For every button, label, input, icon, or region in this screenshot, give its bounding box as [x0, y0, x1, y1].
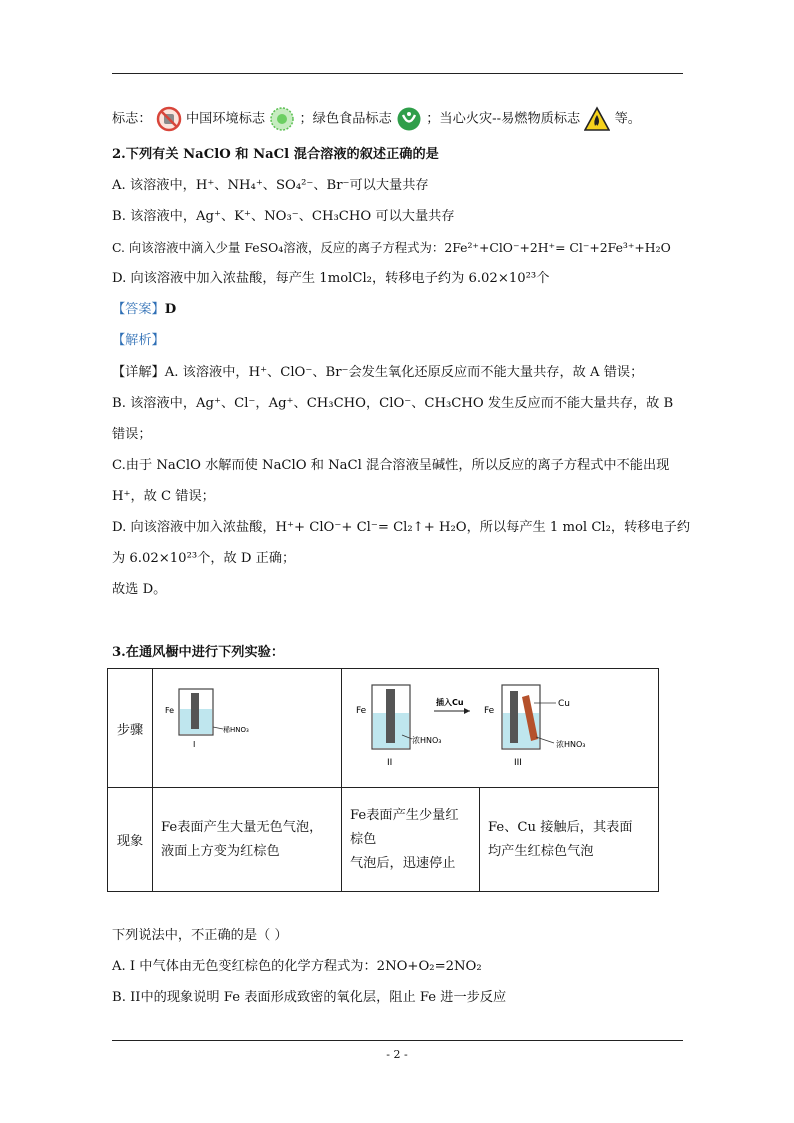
obs2-line-a: Fe表面产生少量红: [350, 807, 459, 823]
q2-detail-4b: 为 6.02×10²³个，故 D 正确；: [112, 551, 296, 566]
q3-option-b: B. II中的现象说明 Fe 表面形成致密的氧化层，阻止 Fe 进一步反应: [112, 990, 507, 1005]
experiment-table: [107, 668, 659, 892]
observation-3: [480, 788, 659, 892]
environment-label-text: 中国环境标志: [185, 111, 266, 127]
fig3-num-label: III: [514, 758, 522, 768]
q2-detail-2b: 错误；: [112, 427, 152, 442]
green-food-label-icon: [269, 106, 295, 132]
arrow-right-icon: [464, 708, 470, 714]
detail-tag: 【详解】: [112, 365, 165, 380]
q2-detail-1: [112, 363, 643, 383]
fig1-fe-label: Fe: [165, 706, 175, 715]
observations-row: [108, 788, 659, 892]
fig1-num-label: I: [193, 740, 196, 749]
symbols-line: [112, 106, 641, 132]
detail-1-text: A. 该溶液中，H⁺、ClO⁻、Br⁻会发生氧化还原反应而不能大量共存，故 A 错误；: [164, 365, 644, 380]
answer-tag: 【答案】: [112, 302, 165, 317]
q3-question: 下列说法中，不正确的是（ ）: [112, 928, 288, 943]
fig3-fe-label: Fe: [484, 706, 495, 716]
green-food-label-text: ；绿色食品标志: [299, 111, 392, 127]
steps-label: 步骤: [108, 669, 153, 788]
symbols-prefix: 标志：: [112, 111, 152, 127]
q2-option-b: B. 该溶液中，Ag⁺、K⁺、NO₃⁻、CH₃CHO 可以大量共存: [112, 209, 455, 224]
q2-detail-4a: D. 向该溶液中加入浓盐酸，H⁺+ ClO⁻+ Cl⁻= Cl₂↑+ H₂O，所以每产生 1 mol Cl₂，转移电子约: [112, 520, 691, 535]
fig3-cu-label: Cu: [558, 699, 570, 709]
observations-label: 现象: [108, 788, 153, 892]
obs1-line-b: 液面上方变为红棕色: [161, 843, 280, 859]
q2-option-c: C. 向该溶液中滴入少量 FeSO₄溶液，反应的离子方程式为：2Fe²⁺+ClO⁻+2H⁺= Cl⁻+2Fe³⁺+H₂O: [112, 240, 671, 255]
fig2-fe-label: Fe: [356, 706, 367, 716]
fig2-num-label: II: [387, 758, 393, 768]
q2-detail-3b: H⁺，故 C 错误；: [112, 489, 215, 504]
fig3-acid-label: 浓HNO₃: [556, 740, 586, 749]
green-food-seal-icon: [396, 106, 422, 132]
figure-2-3-cell: [342, 669, 659, 788]
fire-warning-text: ；当心火灾--易燃物质标志: [426, 111, 581, 127]
beaker-figure-1: [153, 669, 341, 783]
q2-answer: [112, 300, 176, 320]
steps-row: [108, 669, 659, 788]
answer-value: D: [164, 302, 177, 317]
observation-2: [342, 788, 480, 892]
q2-option-a: A. 该溶液中，H⁺、NH₄⁺、SO₄²⁻、Br⁻可以大量共存: [112, 178, 429, 193]
figure-1-cell: [153, 669, 342, 788]
obs3-line-b: 均产生红棕色气泡: [488, 843, 594, 859]
page-number: - 2 -: [386, 1048, 408, 1061]
environment-label-icon: [156, 106, 182, 132]
fig1-acid-label: 稀HNO₃: [223, 726, 249, 734]
q2-stem: 2.下列有关 NaClO 和 NaCl 混合溶液的叙述正确的是: [112, 147, 439, 162]
obs2-line-c: 气泡后，迅速停止: [350, 855, 456, 871]
q2-option-d: D. 向该溶液中加入浓盐酸，每产生 1molCl₂，转移电子约为 6.02×10²³个: [112, 271, 550, 286]
insert-cu-label: 插入Cu: [436, 698, 464, 707]
symbols-suffix: 等。: [614, 111, 641, 127]
observation-1: [153, 788, 342, 892]
q3-stem: 3.在通风橱中进行下列实验：: [112, 645, 285, 660]
footer-rule: [112, 1040, 683, 1041]
analysis-tag: 【解析】: [112, 333, 165, 348]
q2-detail-3a: C.由于 NaClO 水解而使 NaClO 和 NaCl 混合溶液呈碱性，所以反应的离子方程式中不能出现: [112, 458, 670, 473]
fig2-acid-label: 浓HNO₃: [412, 736, 442, 745]
q2-conclusion: 故选 D。: [112, 582, 167, 597]
obs2-line-b: 棕色: [350, 831, 377, 847]
q3-option-a: A. I 中气体由无色变红棕色的化学方程式为：2NO+O₂=2NO₂: [112, 959, 482, 974]
flammable-warning-icon: [584, 106, 610, 132]
beaker-figure-2-3: [342, 669, 658, 783]
obs1-line-a: Fe表面产生大量无色气泡，: [161, 819, 323, 835]
header-rule: [112, 73, 683, 74]
obs3-line-a: Fe、Cu 接触后，其表面: [488, 819, 633, 835]
q2-detail-2a: B. 该溶液中，Ag⁺、Cl⁻，Ag⁺、CH₃CHO，ClO⁻、CH₃CHO 发生反应而不能大量共存，故 B: [112, 396, 674, 411]
